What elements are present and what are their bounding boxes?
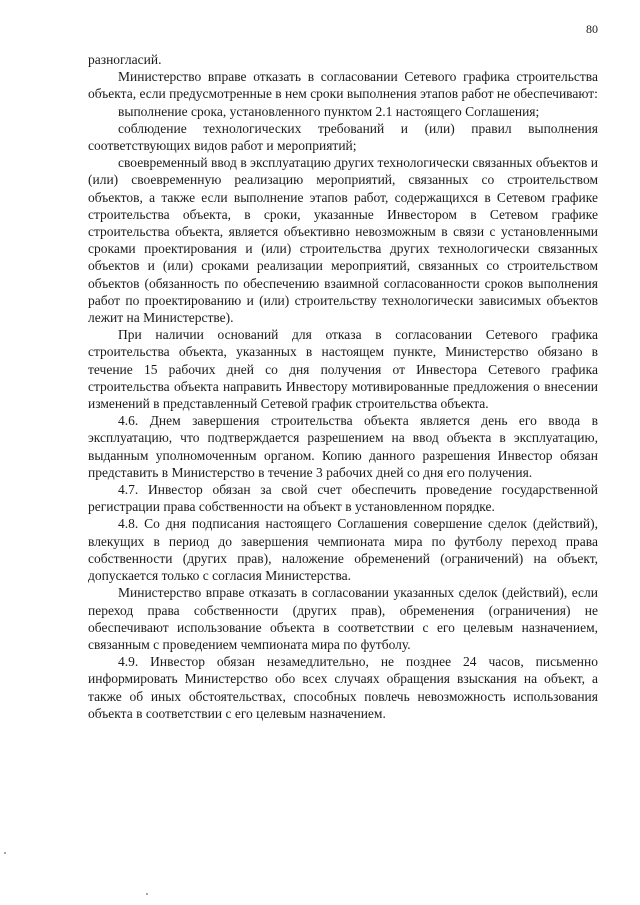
paragraph-continuation: разногласий. (88, 52, 162, 67)
paragraph-item-deadline: выполнение срока, установленного пунктом 2.1 настоящего Соглашения; (118, 103, 540, 119)
paragraph-clause-4-9: 4.9. Инвестор обязан незамедлительно, не позднее 24 часов, письменно информировать Министерство обо всех случаях обращения взыскания на объект, а также об иных обстоятельствах, способных повлечь невозможность использования объекта в соответствии с его целевым назначением. (88, 654, 598, 721)
paragraph-refusal-grounds: Министерство вправе отказать в согласовании Сетевого графика строительства объекта, если предусмотренные в нем сроки выполнения этапов работ не обеспечивают: (88, 69, 598, 102)
paragraph-item-tech-requirements: соблюдение технологических требований и (или) правил выполнения соответствующих видов работ и мероприятий; (88, 120, 598, 154)
page-number: 80 (586, 22, 598, 36)
paragraph-clause-4-7: 4.7. Инвестор обязан за свой счет обеспечить проведение государственной регистрации права собственности на объект в установленном порядке. (88, 482, 598, 515)
paragraph-clause-4-6: 4.6. Днем завершения строительства объекта является день его ввода в эксплуатацию, что подтверждается разрешением на ввод объекта в эксплуатацию, выданным уполномоченным органом. Копию данного разрешения Инвестор обязан представить в Министерство в течение 3 рабочих дней со дня его получения. (88, 413, 598, 480)
paragraph-item-commissioning: своевременный ввод в эксплуатацию других технологически связанных объектов и (или) своевременную реализацию мероприятий, связанных со строительством объектов, а также если выполнение этапов работ, содержащихся в Сетевом графике строительства объекта, в сроки, указанные Инвестором в Сетевом графике строительства объекта, является объективно невозможным в связи с установленными сроками проектирования и (или) строительства других технологически связанных объектов и (или) сроками реализации мероприятий, связанных со строительством объектов (обязанность по обеспечению взаимной согласованности сроков выполнения работ по проектированию и (или) строительству технологически зависимых объектов лежит на Министерстве). (88, 155, 598, 326)
paragraph-refusal-procedure: При наличии оснований для отказа в согласовании Сетевого графика строительства объекта, указанных в настоящем пункте, Министерство обязано в течение 15 рабочих дней со дня получения от Инвестора Сетевого графика строительства объекта направить Инвестору мотивированные предложения о внесении изменений в представленный Сетевой график строительства объекта. (88, 327, 598, 412)
paragraph-clause-4-8-refusal: Министерство вправе отказать в согласовании указанных сделок (действий), если переход права собственности (других прав), обременения (ограничения) не обеспечивают использование объекта в соответствии с его целевым назначением, связанным с проведением чемпионата мира по футболу. (88, 585, 598, 652)
document-body (88, 51, 598, 722)
paragraph-clause-4-8: 4.8. Со дня подписания настоящего Соглашения совершение сделок (действий), влекущих в период до завершения чемпионата мира по футболу переход права собственности (других прав), наложение обременений (ограничений) на объект, допускается только с согласия Министерства. (88, 516, 598, 584)
scan-speck (4, 852, 6, 854)
scan-speck (146, 893, 148, 895)
